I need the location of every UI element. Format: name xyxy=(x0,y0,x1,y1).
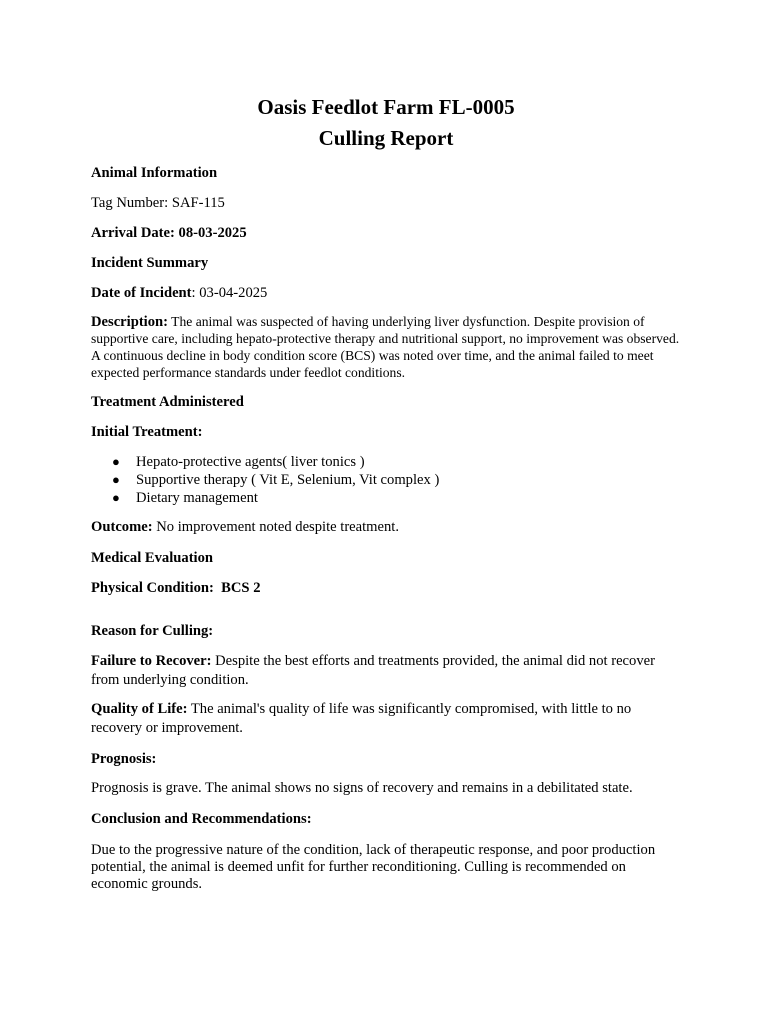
conclusion-text: Due to the progressive nature of the condition, lack of therapeutic response, and poor production potential, the animal is deemed unfit for further reconditioning. Culling is recommended on economic grounds. xyxy=(91,842,656,892)
quality-of-life-text: The animal's quality of life was significantly compromised, with little to no recovery or improvement. xyxy=(91,701,632,736)
arrival-date-label: Arrival Date: xyxy=(91,225,179,241)
list-item xyxy=(112,489,681,507)
initial-treatment-label: Initial Treatment: xyxy=(91,424,203,440)
bullet-icon: ● xyxy=(112,454,120,469)
description-paragraph xyxy=(91,314,681,382)
outcome-text: No improvement noted despite treatment. xyxy=(152,519,400,535)
outcome-label: Outcome: xyxy=(91,519,153,535)
treatment-item-text: Hepato-protective agents( liver tonics ) xyxy=(136,454,365,470)
farm-title: Oasis Feedlot Farm FL-0005 xyxy=(257,95,515,119)
tag-number-line xyxy=(91,195,681,212)
treatment-item-text: Supportive therapy ( Vit E, Selenium, Vit complex ) xyxy=(136,472,440,488)
quality-of-life-paragraph xyxy=(91,700,681,738)
report-title xyxy=(91,92,681,154)
document-page xyxy=(91,92,681,893)
treatment-item-text: Dietary management xyxy=(136,490,258,506)
reason-for-culling-heading: Reason for Culling: xyxy=(91,623,214,639)
prognosis-heading: Prognosis: xyxy=(91,751,157,767)
report-type-title: Culling Report xyxy=(318,126,454,150)
description-label: Description: xyxy=(91,314,169,330)
date-of-incident-label: Date of Incident xyxy=(91,285,192,301)
prognosis-text: Prognosis is grave. The animal shows no signs of recovery and remains in a debilitated state. xyxy=(91,780,633,796)
date-of-incident-value: : 03-04-2025 xyxy=(191,285,268,301)
outcome-line xyxy=(91,519,681,536)
animal-information-heading: Animal Information xyxy=(91,165,218,181)
bullet-icon: ● xyxy=(112,472,120,487)
treatment-heading: Treatment Administered xyxy=(91,394,244,410)
arrival-date-value: 08-03-2025 xyxy=(178,225,247,241)
failure-to-recover-label: Failure to Recover: xyxy=(91,653,212,669)
physical-condition-line xyxy=(91,580,681,597)
conclusion-heading: Conclusion and Recommendations: xyxy=(91,811,312,827)
description-text: The animal was suspected of having underlying liver dysfunction. Despite provision of supportive care, including hepato-protective therapy and nutritional support, no improvement was observed. A continuous decline in body condition score (BCS) was noted over time, and the animal failed to meet expected performance standards under feedlot conditions. xyxy=(91,314,680,380)
incident-summary-heading: Incident Summary xyxy=(91,255,209,271)
tag-number-label: Tag Number: xyxy=(91,195,172,211)
quality-of-life-label: Quality of Life: xyxy=(91,701,188,717)
arrival-date-line xyxy=(91,225,681,242)
list-item xyxy=(112,453,681,471)
physical-condition-value: BCS 2 xyxy=(221,580,261,596)
failure-to-recover-text: Despite the best efforts and treatments provided, the animal did not recover from underlying condition. xyxy=(91,653,655,688)
date-of-incident-line xyxy=(91,285,681,302)
bullet-icon: ● xyxy=(112,490,120,505)
failure-to-recover-paragraph xyxy=(91,652,681,690)
tag-number-value: SAF-115 xyxy=(171,195,225,211)
physical-condition-label: Physical Condition: xyxy=(91,580,222,596)
list-item xyxy=(112,471,681,489)
treatment-list xyxy=(91,453,681,507)
medical-evaluation-heading: Medical Evaluation xyxy=(91,550,214,566)
